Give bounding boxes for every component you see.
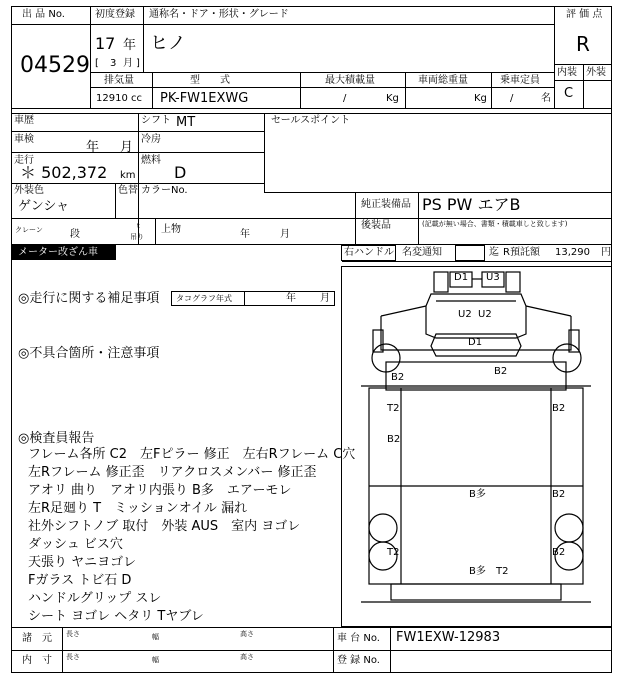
chassis-number: FW1EXW-12983 bbox=[396, 630, 501, 645]
mileage-label: 走行 bbox=[14, 155, 34, 166]
max-load-unit: Kg bbox=[386, 93, 399, 104]
driving-notes-label: ◎走行に関する補足事項 bbox=[18, 291, 160, 306]
exterior-color-value: ゲンシャ bbox=[18, 199, 70, 214]
exterior-color-label: 外装色 bbox=[14, 185, 44, 196]
displacement-value: 12910 bbox=[96, 93, 128, 104]
damage-code: B2 bbox=[552, 547, 566, 558]
capacity-label: 乗車定員 bbox=[500, 75, 540, 86]
tachograph-year-unit: 年 bbox=[286, 293, 296, 304]
inspection-year-unit: 年 bbox=[86, 140, 100, 155]
month-bracket-close: ] bbox=[136, 58, 140, 69]
recycle-label: R預託額 bbox=[503, 247, 540, 258]
report-line: フレーム各所 C2 左Fピラー 修正 左右Rフレーム C穴 bbox=[28, 447, 356, 462]
month-unit: 月 bbox=[123, 58, 133, 69]
exterior-label: 外装 bbox=[586, 67, 606, 78]
aircon-label: 冷房 bbox=[141, 134, 161, 145]
crane-label: クレーン bbox=[15, 226, 43, 234]
damage-code: B2 bbox=[494, 366, 508, 377]
car-name: ヒノ bbox=[150, 33, 186, 54]
damage-code: D1 bbox=[468, 337, 483, 348]
damage-code: B多 bbox=[469, 489, 486, 500]
right-handle-label: 右ハンドル bbox=[344, 247, 394, 258]
defects-label: ◎不具合箇所・注意事項 bbox=[18, 346, 160, 361]
damage-code: T2 bbox=[496, 566, 509, 577]
history-label: 車歴 bbox=[14, 115, 34, 126]
inspector-report bbox=[28, 447, 355, 627]
damage-code: B多 bbox=[469, 566, 486, 577]
damage-code: U3 bbox=[486, 272, 500, 283]
lot-number-label: 出 品 No. bbox=[22, 9, 65, 20]
displacement-unit: cc bbox=[131, 93, 142, 104]
inner-height-label: 高さ bbox=[240, 653, 254, 661]
tachograph-label: タコグラフ年式 bbox=[176, 294, 232, 303]
model-name-label: 通称名・ドア・形状・グレード bbox=[149, 9, 289, 20]
first-reg-year: 17 bbox=[95, 34, 116, 53]
capacity-slash: / bbox=[510, 93, 514, 104]
interior-label: 内装 bbox=[557, 67, 577, 78]
damage-code: B2 bbox=[552, 403, 566, 414]
report-line: 天張り ヤニヨゴレ bbox=[28, 555, 137, 570]
mileage-value: ＊ 502,372 bbox=[20, 163, 108, 182]
inspection-month-unit: 月 bbox=[120, 140, 134, 155]
max-load-slash: / bbox=[343, 93, 347, 104]
crane-lift-unit: 吊り bbox=[130, 233, 144, 241]
gross-weight-unit: Kg bbox=[474, 93, 487, 104]
damage-code: U2 bbox=[458, 309, 472, 320]
max-load-label: 最大積載量 bbox=[325, 75, 375, 86]
loading-label: 上物 bbox=[161, 224, 181, 235]
interior-score: C bbox=[564, 86, 574, 101]
inner-length-label: 長さ bbox=[66, 653, 80, 661]
tachograph-month-unit: 月 bbox=[320, 293, 330, 304]
damage-code: U2 bbox=[478, 309, 492, 320]
report-line: Fガラス トビ石 D bbox=[28, 573, 132, 588]
capacity-unit: 名 bbox=[541, 93, 551, 104]
shift-label: シフト bbox=[141, 115, 171, 126]
inspector-report-label: ◎検査員報告 bbox=[18, 431, 95, 446]
fuel-value: D bbox=[174, 163, 187, 182]
height-label: 高さ bbox=[240, 630, 254, 638]
damage-code: T2 bbox=[387, 403, 400, 414]
report-line: 左R足廻り T ミッションオイル 漏れ bbox=[28, 501, 248, 516]
recycle-yen: 円 bbox=[601, 247, 611, 258]
length-label: 長さ bbox=[66, 630, 80, 638]
inner-dims-label: 内 寸 bbox=[22, 655, 52, 666]
genuine-equipment-label: 純正装備品 bbox=[361, 199, 411, 210]
sales-point-label: セールスポイント bbox=[271, 115, 351, 126]
chassis-number-label: 車 台 No. bbox=[337, 633, 380, 644]
deadline-label: 迄 bbox=[489, 247, 499, 258]
report-line: ハンドルグリップ スレ bbox=[28, 591, 162, 606]
damage-code: T2 bbox=[387, 547, 400, 558]
gross-weight-label: 車両総重量 bbox=[418, 75, 468, 86]
name-change-label: 名変通知 bbox=[402, 247, 442, 258]
inner-width-label: 幅 bbox=[152, 656, 159, 664]
color-change-label: 色替 bbox=[118, 185, 138, 196]
loading-year-unit: 年 bbox=[240, 229, 250, 240]
damage-code: B2 bbox=[391, 372, 405, 383]
model-code: PK-FW1EXWG bbox=[160, 91, 249, 106]
loading-month-unit: 月 bbox=[280, 229, 290, 240]
recycle-amount: 13,290 bbox=[555, 247, 590, 258]
damage-code: B2 bbox=[387, 434, 401, 445]
odometer-tampered-badge: メーター改ざん車 bbox=[12, 245, 116, 260]
damage-code: D1 bbox=[454, 272, 469, 283]
color-number-label: カラーNo. bbox=[141, 185, 188, 196]
lot-number: 04529 bbox=[20, 53, 90, 78]
inspection-label: 車検 bbox=[14, 134, 34, 145]
aftermarket-label: 後装品 bbox=[361, 220, 391, 231]
report-line: ダッシュ ビス穴 bbox=[28, 537, 123, 552]
report-line: 社外シフトノブ 取付 外装 AUS 室内 ヨゴレ bbox=[28, 519, 301, 534]
specs-label: 諸 元 bbox=[22, 633, 52, 644]
first-registration-label: 初度登録 bbox=[95, 9, 135, 20]
overall-score: R bbox=[576, 32, 590, 56]
report-line: シート ヨゴレ ヘタリ Tヤブレ bbox=[28, 609, 204, 624]
report-line: アオリ 曲り アオリ内張り B多 エアーモレ bbox=[28, 483, 292, 498]
damage-code: B2 bbox=[552, 489, 566, 500]
first-reg-month: 3 bbox=[110, 58, 117, 69]
genuine-equipment-value: PS PW エアB bbox=[422, 195, 521, 214]
mileage-unit: km bbox=[120, 170, 136, 181]
year-unit: 年 bbox=[123, 38, 137, 53]
displacement-label: 排気量 bbox=[104, 75, 134, 86]
aftermarket-note: (記載が無い場合、書類・積載車しと致します) bbox=[422, 220, 568, 228]
shift-value: MT bbox=[176, 115, 196, 130]
month-bracket: [ bbox=[95, 58, 99, 69]
crane-stage-unit: 段 bbox=[70, 229, 80, 240]
fuel-label: 燃料 bbox=[141, 155, 161, 166]
report-line: 左Rフレーム 修正歪 リアクロスメンバー 修正歪 bbox=[28, 465, 317, 480]
width-label: 幅 bbox=[152, 633, 159, 641]
score-label: 評 価 点 bbox=[566, 9, 603, 20]
registration-number-label: 登 録 No. bbox=[337, 655, 380, 666]
model-code-label: 型 式 bbox=[190, 75, 230, 86]
crane-ton-unit: t bbox=[137, 222, 140, 230]
